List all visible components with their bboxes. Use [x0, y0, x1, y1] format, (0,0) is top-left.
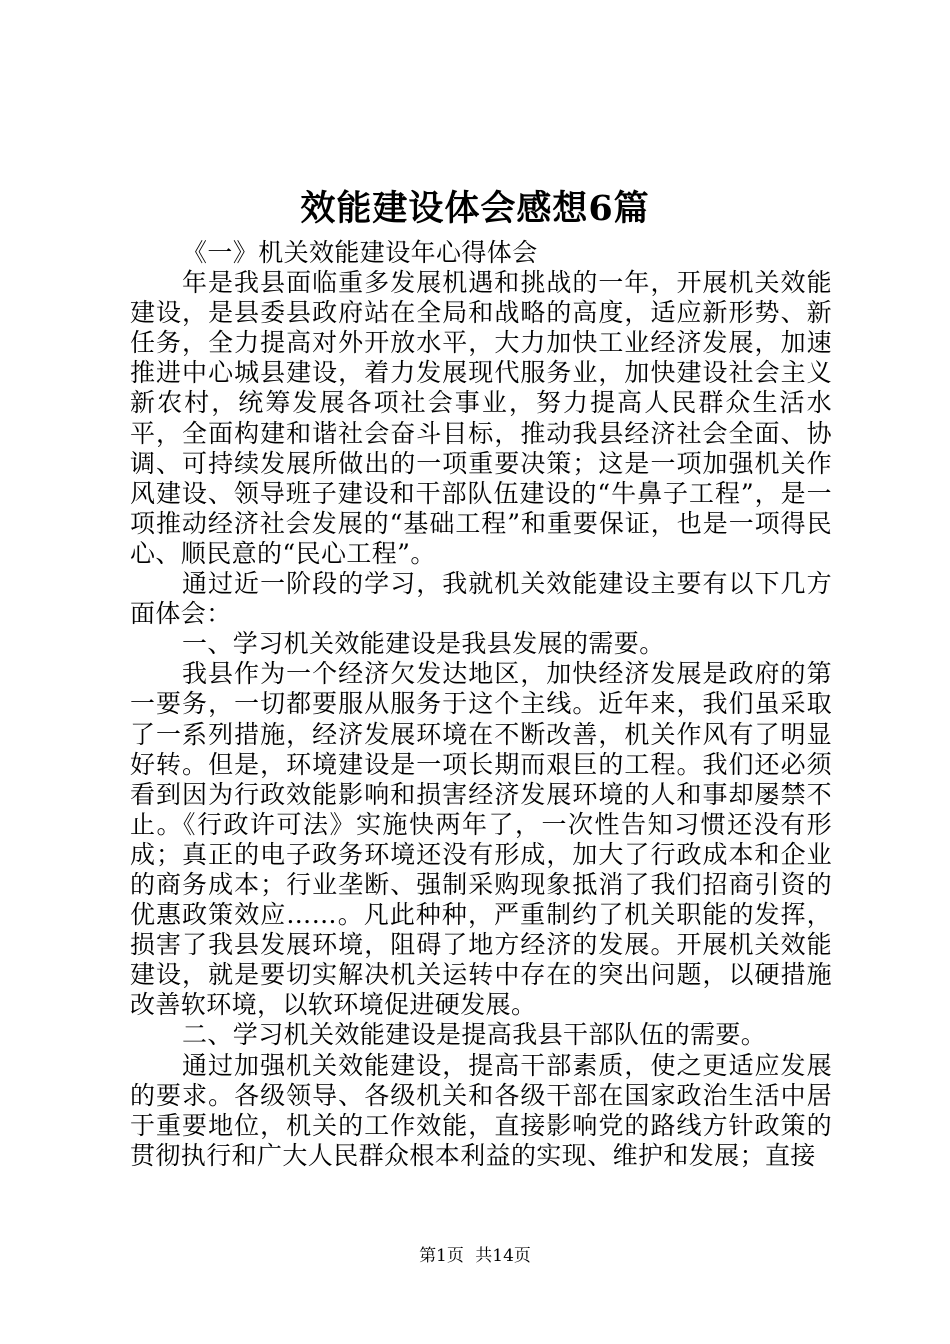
paragraph: 通过加强机关效能建设，提高干部素质，使之更适应发展的要求。各级领导、各级机关和各级干部在国家政治生活中居于重要地位，机关的工作效能，直接影响党的路线方针政策的贯彻执行和广大人民群众根本利益的实现、维护和发展；直接: [130, 1050, 832, 1170]
paragraph-subheading: 二、学习机关效能建设是提高我县干部队伍的需要。: [182, 1020, 767, 1050]
paragraph-section-heading: 《一》机关效能建设年心得体会: [182, 238, 538, 267]
document-body: [130, 238, 832, 1171]
page-total: 共14页: [475, 1246, 531, 1266]
page-footer: [0, 1244, 950, 1268]
paragraph: 通过近一阶段的学习，我就机关效能建设主要有以下几方面体会：: [130, 569, 832, 629]
document-title: 效能建设体会感想6篇: [300, 188, 650, 229]
paragraph: 年是我县面临重多发展机遇和挑战的一年，开展机关效能建设，是县委县政府站在全局和战略的高度，适应新形势、新任务，全力提高对外开放水平，大力加快工业经济发展，加速推进中心城县建设，着力发展现代服务业，加快建设社会主义新农村，统筹发展各项社会事业，努力提高人民群众生活水平，全面构建和谐社会奋斗目标，推动我县经济社会全面、协调、可持续发展所做出的一项重要决策；这是一项加强机关作风建设、领导班子建设和干部队伍建设的“牛鼻子工程”，是一项推动经济社会发展的“基础工程”和重要保证，也是一项得民心、顺民意的“民心工程”。: [130, 268, 832, 568]
page-number: 第1页: [419, 1246, 464, 1266]
paragraph-subheading: 一、学习机关效能建设是我县发展的需要。: [182, 629, 665, 659]
paragraph: 我县作为一个经济欠发达地区，加快经济发展是政府的第一要务，一切都要服从服务于这个主线。近年来，我们虽采取了一系列措施，经济发展环境在不断改善，机关作风有了明显好转。但是，环境建设是一项长期而艰巨的工程。我们还必须看到因为行政效能影响和损害经济发展环境的人和事却屡禁不止。《行政许可法》实施快两年了，一次性告知习惯还没有形成；真正的电子政务环境还没有形成，加大了行政成本和企业的商务成本；行业垄断、强制采购现象抵消了我们招商引资的优惠政策效应……。凡此种种，严重制约了机关职能的发挥，损害了我县发展环境，阻碍了地方经济的发展。开展机关效能建设，就是要切实解决机关运转中存在的突出问题，以硬措施改善软环境，以软环境促进硬发展。: [130, 659, 832, 1020]
